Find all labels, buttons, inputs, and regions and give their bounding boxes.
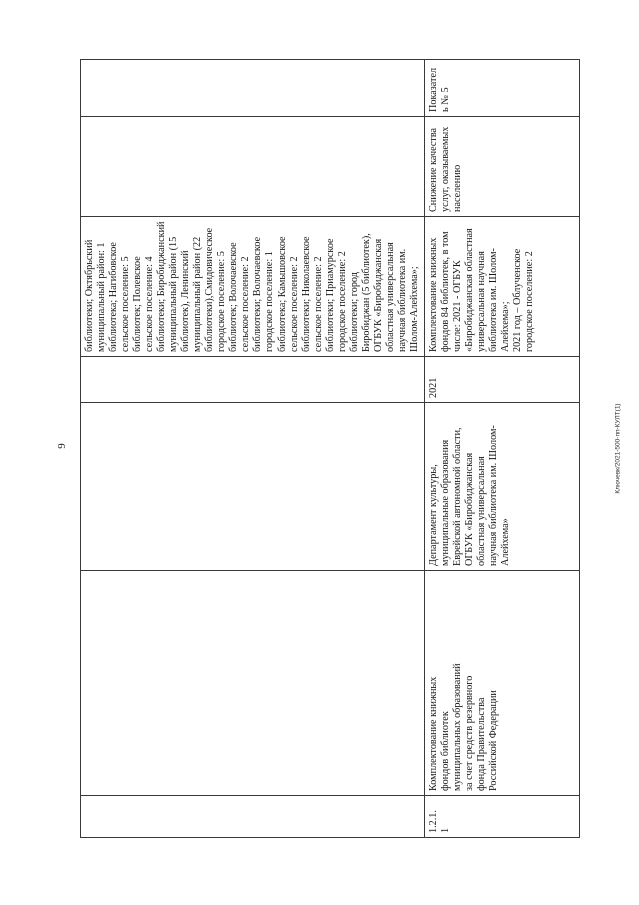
program-table (80, 59, 580, 838)
row2-consequences (424, 117, 579, 217)
row1-indicator (81, 60, 425, 117)
row2-executor (424, 403, 579, 571)
table-holder (80, 60, 580, 838)
row1-consequences (81, 117, 425, 217)
page-number: 9 (56, 443, 68, 449)
row1-activity-name (81, 571, 425, 796)
row2-year (424, 357, 579, 403)
document-side-code: Ключевк/2021-500-пп-КУЛТ(1) (614, 403, 622, 494)
cell-text: Комплектование книжных фондов 84 библиотек, в том числе: 2021 - ОГБУК «Биробиджанская областная универсальная научная библиотека им. Шолом- Алейхема»; 2021 год – Облученское городское поселение: 2 (427, 228, 536, 352)
row2-indicator (424, 60, 579, 117)
cell-text: 1.2.1. 1 (427, 810, 451, 833)
cell-text: библиотеки; Октябрьский муниципальный район: 1 библиотека; Нагибовское сельское поселение: 5 библиотек; Полевское сельское поселение: 4 библиотеки; Биробиджанский муниципальный район (15 библиотек), Ленинский муниципальный район (22 библиотеки),Смидовическое городское поселение: 5 библиотек; Волочаевское сельское поселение: 2 библиотеки; Волочаевское городское поселение: 1 библиотека; Камышовское сельское поселение: 2 библиотеки; Николаевское сельское поселение: 2 библиотеки; Приамурское городское поселение: 2 библиотеки; город Биробиджан (5 библиотек), ОГБУК «Биробиджанская областная универсальная научная библиотека им. Шолом-Алейхема»; (84, 221, 420, 352)
rotated-table-wrapper (80, 60, 580, 838)
row1-executor (81, 403, 425, 571)
table-row (81, 60, 425, 838)
table-row (424, 60, 579, 838)
cell-text: Снижение качества услуг, оказываемых населению (427, 126, 463, 212)
row2-item-number (424, 796, 579, 838)
row2-activity-name (424, 571, 579, 796)
cell-text: Показатель № 5 (427, 67, 451, 112)
cell-text: Департамент культуры, муниципальные образования Еврейской автономной области, ОГБУК «Биробиджанская областная универсальная научная библиотека им. Шолом- Алейхема» (427, 425, 512, 566)
row1-year (81, 357, 425, 403)
cell-text: 2021 (427, 377, 439, 398)
row1-expected-result (81, 217, 425, 357)
row2-expected-result (424, 217, 579, 357)
row1-item-number (81, 796, 425, 838)
cell-text: Комплектование книжных фондов библиотек муниципальных образований за счет средств резервного фонда Правительства Российской Федерации (427, 663, 500, 791)
